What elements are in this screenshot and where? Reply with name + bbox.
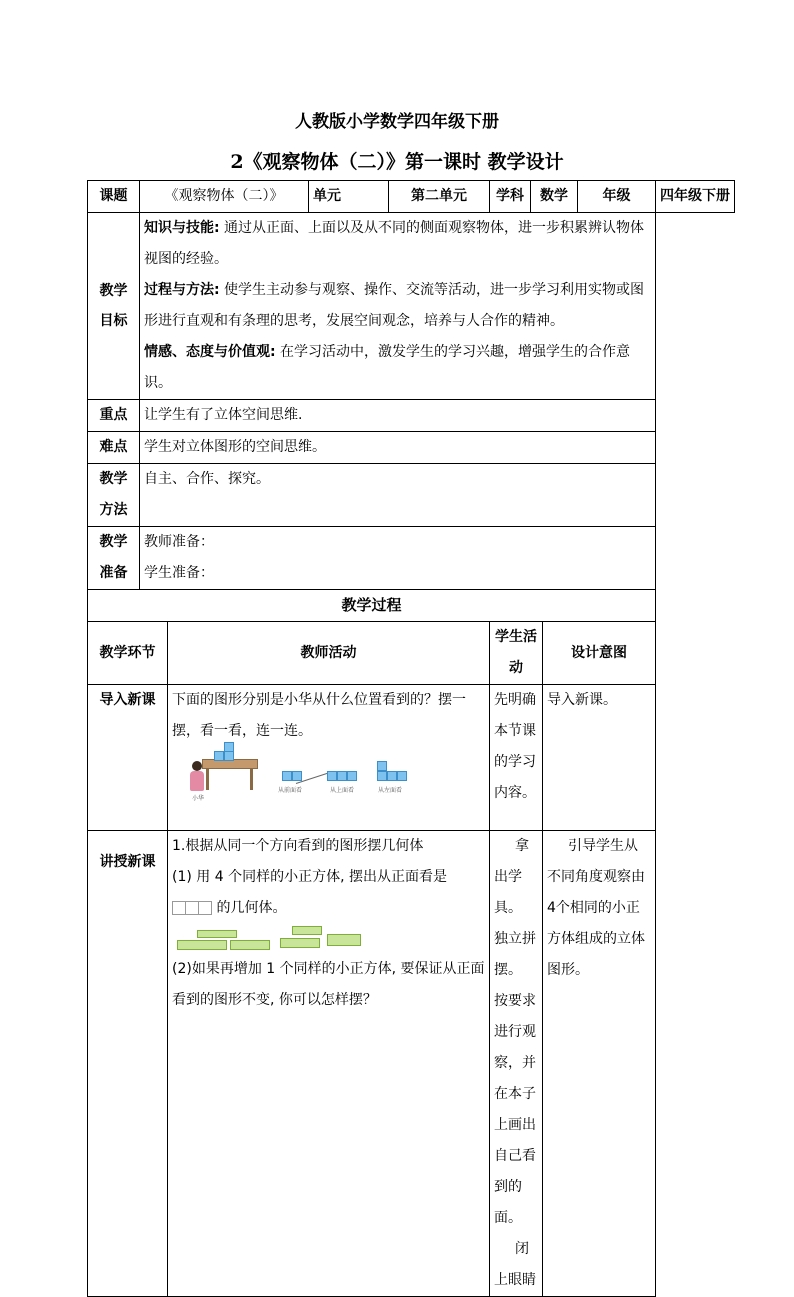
topic-label: 课题 — [88, 181, 140, 213]
cube-icon — [224, 751, 234, 761]
prep-label: 教学 准备 — [88, 527, 140, 590]
girl-head — [192, 761, 202, 771]
girl-label: 小华 — [192, 795, 205, 802]
cube-icon — [327, 771, 337, 781]
goals-content — [140, 213, 656, 400]
goal-attitude: 情感、态度与价值观: 在学习活动中，激发学生的学习兴趣，增强学生的合作意识。 — [144, 344, 631, 391]
cube-group-icon — [197, 930, 237, 938]
girl-body — [190, 771, 204, 791]
grade-cell — [578, 181, 656, 213]
cube-icon — [347, 771, 357, 781]
grade-label: 年级 — [602, 188, 631, 204]
subject-label: 学科 — [490, 181, 531, 213]
view-label-left: 从左面看 — [378, 787, 403, 794]
lesson-step-3-row — [172, 893, 485, 924]
goal-process: 过程与方法: 使学生主动参与观察、操作、交流等活动，进一步学习利用实物或图形进行直观和有条理的思考，发展空间观念，培养与人合作的精神。 — [144, 282, 645, 329]
lesson-student — [490, 831, 543, 1297]
student-step-4: 闭上眼睛 — [494, 1241, 536, 1288]
header-intent: 设计意图 — [543, 622, 656, 685]
lesson-teacher — [168, 831, 490, 1297]
teacher-prep: 教师准备： — [144, 534, 214, 550]
intro-teacher — [168, 685, 490, 831]
intro-stage: 导入新课 — [88, 685, 168, 831]
lesson-title: 2《观察物体（二）》第一课时 教学设计 — [230, 151, 564, 173]
goals-label: 教学 目标 — [88, 213, 140, 400]
subject-value: 数学 — [531, 181, 578, 213]
process-title: 教学过程 — [88, 590, 656, 622]
student-prep: 学生准备： — [144, 565, 214, 581]
student-step-2: 独立拼摆。 — [494, 931, 536, 978]
goal-knowledge: 知识与技能: 通过从正面、上面以及从不同的侧面观察物体，进一步积累辨认物体视图的经验。 — [144, 220, 645, 267]
lesson-step-4: (2)如果再增加 1 个同样的小正方体, 要保证从正面看到的图形不变, 你可以怎样摆？ — [172, 961, 485, 1008]
lesson-step-2: (1) 用 4 个同样的小正方体, 摆出从正面看是 — [172, 869, 447, 885]
grade-value: 四年级下册 — [660, 188, 730, 204]
cube-group-icon — [177, 940, 227, 950]
view-figure — [172, 747, 485, 821]
view-label-top: 从上面看 — [330, 787, 355, 794]
intro-intent: 导入新课。 — [543, 685, 656, 831]
student-step-3: 按要求进行观察，并在本子上画出自己看到的面。 — [494, 993, 536, 1226]
student-step-1: 拿出学具。 — [494, 838, 529, 916]
topic-value: 《观察物体（二）》 — [140, 181, 309, 213]
cube-group-icon — [280, 938, 320, 948]
intro-student: 先明确本节课的学习内容。 — [490, 685, 543, 831]
lesson-stage: 讲授新课 — [88, 831, 168, 1297]
key-point-text: 让学生有了立体空间思维. — [140, 400, 656, 432]
header-teacher: 教师活动 — [168, 622, 490, 685]
cube-icon — [377, 761, 387, 771]
cube-icon — [337, 771, 347, 781]
cube-group-icon — [292, 926, 322, 935]
unit-value-cell: 第二单元 — [389, 181, 490, 213]
lesson-step-3: 的几何体。 — [216, 900, 287, 916]
grade-value-cell — [656, 181, 735, 213]
document-title: 人教版小学数学四年级下册 — [295, 112, 499, 132]
cube-icon — [224, 742, 234, 752]
cube-arrangements — [172, 924, 485, 954]
unit-label: 单元 — [309, 181, 389, 213]
cube-group-icon — [327, 934, 361, 946]
difficulty-label: 难点 — [88, 432, 140, 464]
table-leg-right — [250, 768, 253, 790]
header-stage: 教学环节 — [88, 622, 168, 685]
cube-icon — [282, 771, 292, 781]
lesson-intent — [543, 831, 656, 1297]
cube-group-icon — [230, 940, 270, 950]
front-view-shape — [172, 901, 212, 915]
view-label-front: 从前面看 — [278, 787, 303, 794]
lesson-intent-text: 引导学生从不同角度观察由4个相同的小正方体组成的立体图形。 — [547, 838, 645, 978]
method-text: 自主、合作、探究。 — [140, 464, 656, 527]
key-point-label: 重点 — [88, 400, 140, 432]
method-label: 教学 方法 — [88, 464, 140, 527]
cube-icon — [397, 771, 407, 781]
prep-content — [140, 527, 656, 590]
header-student: 学生活动 — [490, 622, 543, 685]
cube-icon — [292, 771, 302, 781]
lesson-step-1: 1.根据从同一个方向看到的图形摆几何体 — [172, 838, 424, 854]
table-leg-left — [206, 768, 209, 790]
cube-icon — [387, 771, 397, 781]
lesson-plan-table — [87, 180, 735, 1297]
difficulty-text: 学生对立体图形的空间思维。 — [140, 432, 656, 464]
cube-icon — [377, 771, 387, 781]
intro-teacher-text: 下面的图形分别是小华从什么位置看到的？摆一摆，看一看，连一连。 — [172, 692, 466, 739]
cube-icon — [214, 751, 224, 761]
